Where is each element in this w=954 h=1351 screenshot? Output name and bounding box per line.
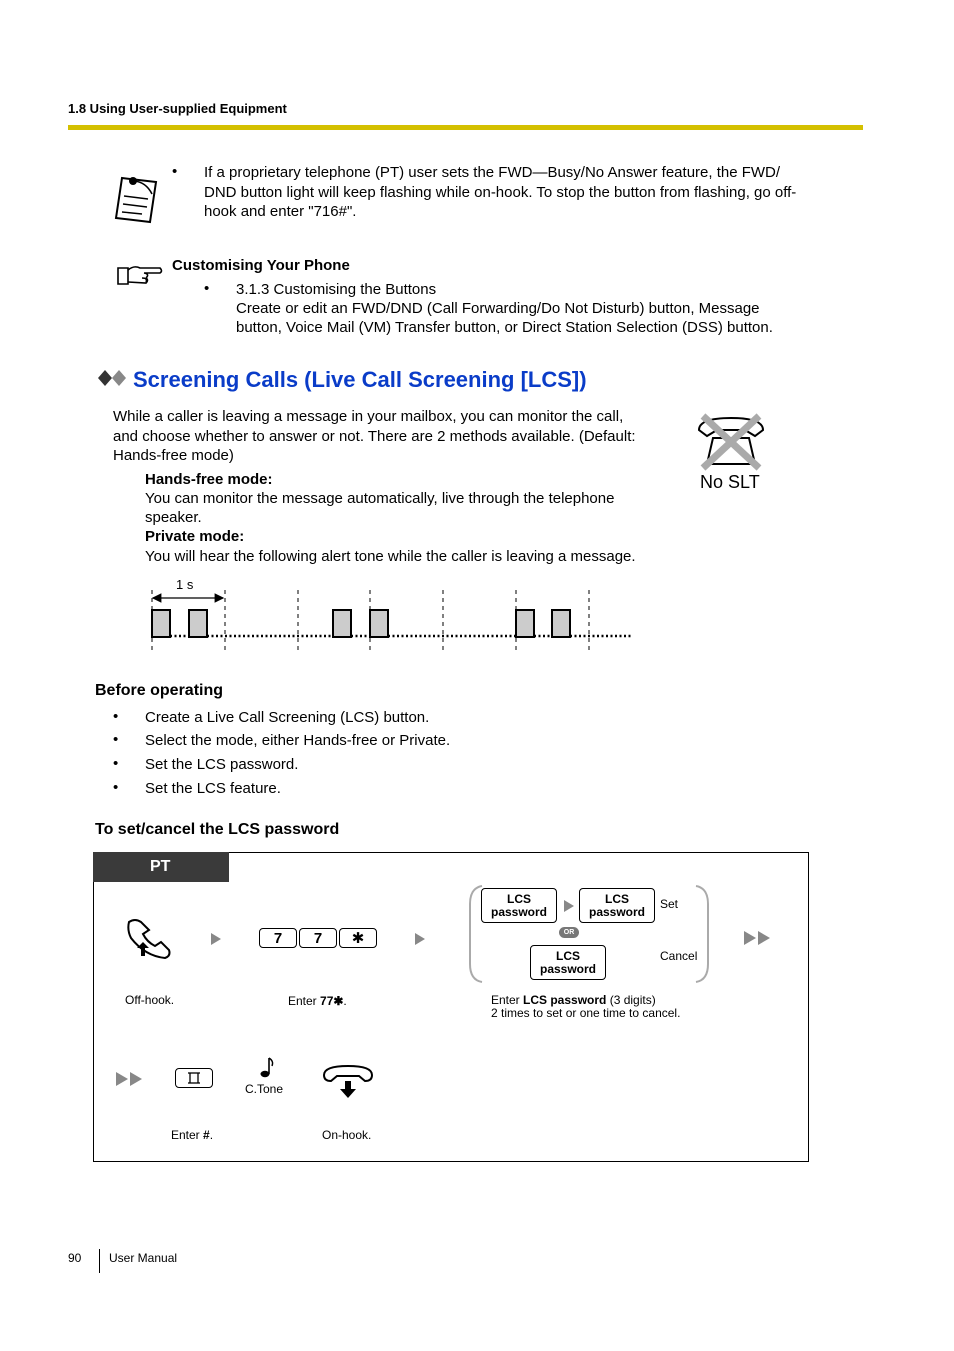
before-bullet: • <box>113 708 119 725</box>
double-arrow-icon <box>744 931 772 945</box>
footer-label: User Manual <box>109 1251 178 1265</box>
enter-lcs-line: 2 times to set or one time to cancel. <box>491 1006 681 1020</box>
before-item: Create a Live Call Screening (LCS) button. <box>145 709 430 726</box>
lcs-key-line: password <box>490 905 547 919</box>
before-bullet: • <box>113 731 119 748</box>
enter-hash-code: # <box>203 1128 210 1142</box>
handsfree-desc: speaker. <box>145 509 202 526</box>
ctone-label: C.Tone <box>245 1082 284 1096</box>
lcs-key-line: LCS <box>507 892 531 906</box>
before-item: Set the LCS password. <box>145 756 299 773</box>
enter77-pre: Enter <box>288 994 321 1008</box>
step-arrow-icon <box>415 933 425 945</box>
handsfree-desc: You can monitor the message automatically, live through the telephone <box>145 490 615 507</box>
double-arrow-icon <box>116 1072 144 1086</box>
onhook-label: On-hook. <box>322 1128 372 1142</box>
enter-lcs-bold: LCS password <box>523 993 607 1007</box>
lcs-key-line: LCS <box>605 892 629 906</box>
cancel-label: Cancel <box>660 949 698 963</box>
lcs-section-title: Screening Calls (Live Call Screening [LCS]) <box>133 367 587 392</box>
note-icon <box>112 168 164 226</box>
lcs-password-key[interactable] <box>481 888 557 923</box>
intro-line: and choose whether to answer or not. There are 2 methods available. (Default: <box>113 427 636 445</box>
before-bullet: • <box>113 755 119 772</box>
customising-desc: button, Voice Mail (VM) Transfer button, or Direct Station Selection (DSS) button. <box>236 319 773 336</box>
before-item: Select the mode, either Hands-free or Private. <box>145 732 451 749</box>
enter-hash-pre: Enter <box>171 1128 204 1142</box>
pointing-hand-icon <box>116 262 164 288</box>
diamond-icon <box>97 369 129 387</box>
on-hook-handset-icon <box>321 1063 375 1099</box>
lcs-key-line: LCS <box>556 949 580 963</box>
before-item: Set the LCS feature. <box>145 780 281 797</box>
note-line: If a proprietary telephone (PT) user sets the FWD—Busy/No Answer feature, the FWD/ <box>204 164 781 181</box>
lcs-password-key[interactable] <box>579 888 655 923</box>
enter-hash-label <box>171 1128 213 1142</box>
enter-lcs-label <box>491 994 680 1020</box>
before-operating-title: Before operating <box>95 682 224 699</box>
alert-tone-diagram <box>145 588 635 654</box>
customising-ref-link[interactable]: 3.1.3 Customising the Buttons <box>236 281 437 298</box>
key-hash[interactable] <box>175 1068 213 1088</box>
pt-tab: PT <box>93 852 229 882</box>
enter77-post: . <box>343 994 347 1008</box>
customising-bullet: • <box>204 280 210 297</box>
enter-lcs-post: (3 digits) <box>606 993 656 1007</box>
no-slt-label: No SLT <box>700 472 760 492</box>
section-header: 1.8 Using User-supplied Equipment <box>68 101 287 116</box>
music-note-icon <box>257 1056 275 1080</box>
no-slt-phone-icon <box>693 412 769 472</box>
lcs-intro <box>113 407 683 466</box>
note-text <box>204 163 844 222</box>
lcs-key-line: password <box>588 905 645 919</box>
key-star[interactable]: ✱ <box>339 928 377 948</box>
step-arrow-icon <box>211 933 221 945</box>
hash-icon <box>188 1072 200 1084</box>
private-title: Private mode: <box>145 528 245 545</box>
offhook-label: Off-hook. <box>125 993 175 1007</box>
key-7[interactable]: 7 <box>299 928 337 948</box>
section-rule <box>68 125 863 130</box>
password-section-title: To set/cancel the LCS password <box>95 821 340 838</box>
enter77-code: 77✱ <box>320 994 344 1008</box>
note-line: DND button light will keep flashing while on-hook. To stop the button from flashing, go off- <box>204 183 797 201</box>
tone-duration-label: 1 s <box>176 577 194 592</box>
lcs-key-line: password <box>539 962 596 976</box>
enter-lcs-pre: Enter <box>491 993 524 1007</box>
off-hook-handset-icon <box>125 916 175 960</box>
customising-title: Customising Your Phone <box>172 257 350 274</box>
lcs-password-key[interactable] <box>530 945 606 980</box>
before-bullet: • <box>113 779 119 796</box>
set-label: Set <box>660 897 679 911</box>
enter-hash-post: . <box>209 1128 214 1142</box>
page-number: 90 <box>68 1251 82 1265</box>
key-7[interactable]: 7 <box>259 928 297 948</box>
right-bracket-icon <box>692 884 712 984</box>
note-line: hook and enter "716#". <box>204 203 357 220</box>
footer-separator <box>99 1249 100 1273</box>
note-bullet: • <box>172 163 178 180</box>
or-badge: OR <box>559 927 579 938</box>
enter77-label <box>288 994 347 1008</box>
step-arrow-icon <box>564 900 574 912</box>
customising-desc: Create or edit an FWD/DND (Call Forwarding/Do Not Disturb) button, Message <box>236 300 760 317</box>
intro-line: While a caller is leaving a message in your mailbox, you can monitor the call, <box>113 408 624 425</box>
private-desc: You will hear the following alert tone while the caller is leaving a message. <box>145 548 636 565</box>
intro-line: Hands-free mode) <box>113 447 234 464</box>
handsfree-title: Hands-free mode: <box>145 471 273 488</box>
